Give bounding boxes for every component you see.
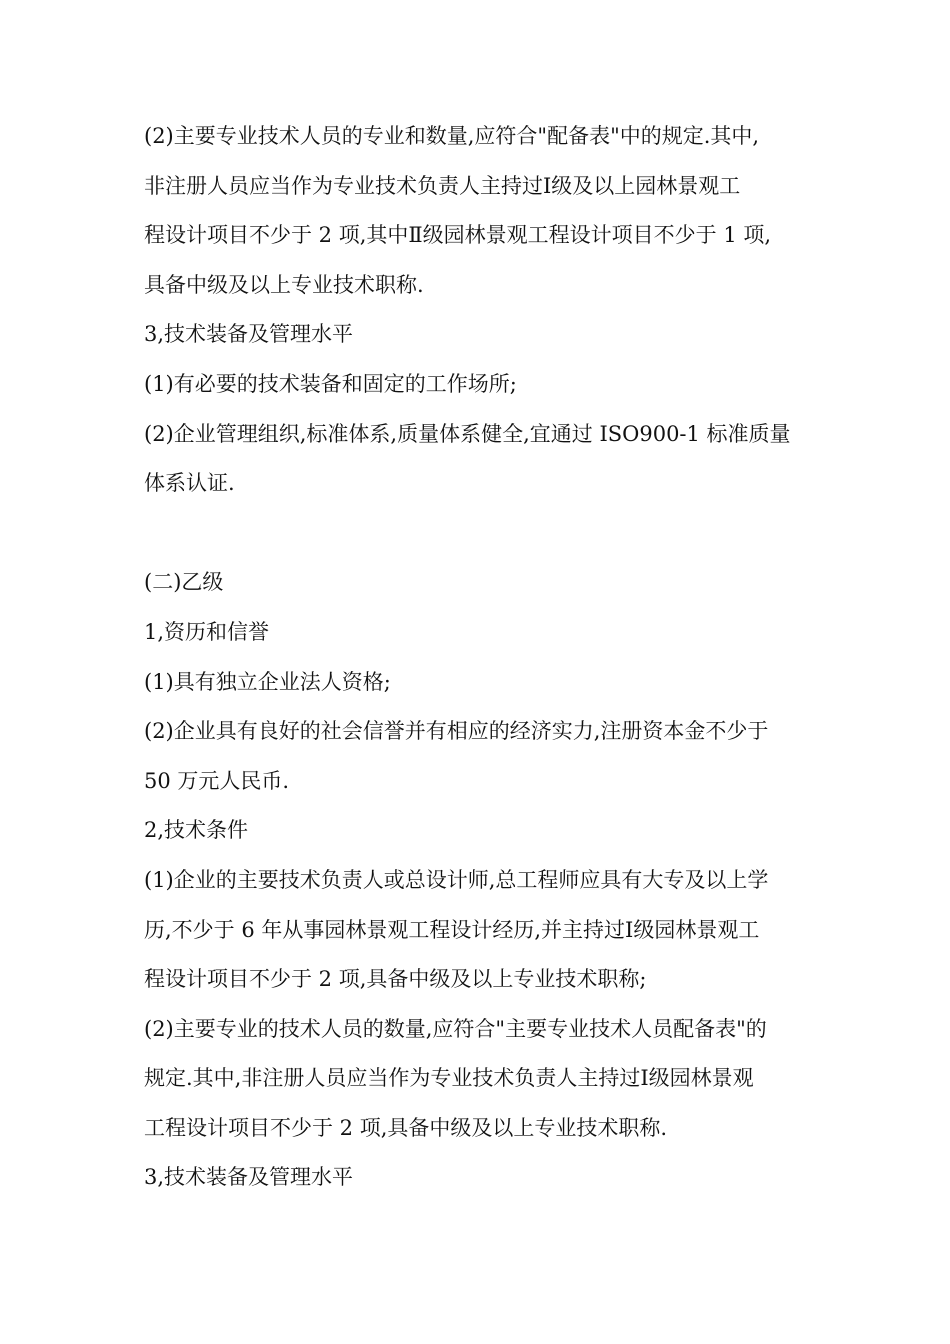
paragraph-line: 历,不少于 6 年从事园林景观工程设计经历,并主持过Ⅰ级园林景观工 <box>144 917 760 942</box>
paragraph-line: 程设计项目不少于 2 项,其中Ⅱ级园林景观工程设计项目不少于 1 项, <box>144 223 772 248</box>
paragraph-line: (1)企业的主要技术负责人或总设计师,总工程师应具有大专及以上学 <box>144 867 769 892</box>
paragraph-line: 非注册人员应当作为专业技术负责人主持过Ⅰ级及以上园林景观工 <box>144 173 741 198</box>
paragraph-line: 体系认证. <box>144 471 235 496</box>
section-heading: 3,技术装备及管理水平 <box>144 322 354 347</box>
blank-line <box>144 509 824 559</box>
paragraph-line: (2)主要专业技术人员的专业和数量,应符合"配备表"中的规定.其中, <box>144 124 760 148</box>
paragraph-line: (2)企业管理组织,标准体系,质量体系健全,宜通过 ISO900-1 标准质量 <box>144 421 791 446</box>
paragraph-line: 工程设计项目不少于 2 项,具备中级及以上专业技术职称. <box>144 1115 668 1140</box>
grade-heading: (二)乙级 <box>144 570 224 595</box>
section-heading: 1,资历和信誉 <box>144 619 270 644</box>
paragraph-line: (1)具有独立企业法人资格; <box>144 669 391 694</box>
paragraph-line: 50 万元人民币. <box>144 768 290 793</box>
document-body <box>144 112 824 1203</box>
section-heading: 3,技术装备及管理水平 <box>144 1165 354 1190</box>
section-heading: 2,技术条件 <box>144 818 249 843</box>
paragraph-line: 程设计项目不少于 2 项,具备中级及以上专业技术职称; <box>144 967 647 992</box>
paragraph-line: 具备中级及以上专业技术职称. <box>144 272 424 297</box>
paragraph-line: (2)企业具有良好的社会信誉并有相应的经济实力,注册资本金不少于 <box>144 719 769 744</box>
paragraph-line: (2)主要专业的技术人员的数量,应符合"主要专业技术人员配备表"的 <box>144 1016 767 1041</box>
paragraph-line: (1)有必要的技术装备和固定的工作场所; <box>144 371 517 396</box>
paragraph-line: 规定.其中,非注册人员应当作为专业技术负责人主持过Ⅰ级园林景观 <box>144 1066 754 1091</box>
